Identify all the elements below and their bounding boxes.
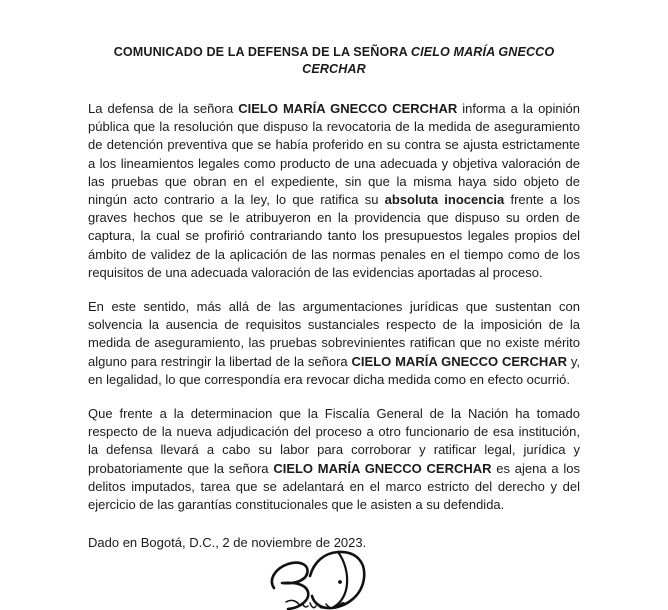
- document-body: [88, 0, 580, 552]
- paragraph-3-run-0: Que frente a la determinacion que la Fiscalía General de la Nación ha tomado respecto de la nueva adjudicación del proceso a otro funcionario de esa institución, la defensa llevará a cabo su labor para corroborar y ratificar legal, jurídica y probatoriamente que la señora: [88, 406, 580, 476]
- paragraph-1-run-2: informa a la opinión pública que la resolución que dispuso la revocatoria de la medida de aseguramiento de detención preventiva que se había proferido en su contra se ajusta estrictamente a los lineamientos legales como producto de una adecuada y objetiva valoración de las pruebas que obran en el expediente, sin que la misma haya sido objeto de ningún acto contrario a la ley, lo que ratifica su: [88, 101, 580, 208]
- paragraph-1-run-3: absoluta inocencia: [384, 192, 505, 208]
- paragraph-2-run-1: CIELO MARÍA GNECCO CERCHAR: [351, 353, 567, 369]
- handwritten-signature: [252, 546, 422, 610]
- paragraph-1-run-1: CIELO MARÍA GNECCO CERCHAR: [238, 101, 458, 116]
- page-title: [88, 0, 580, 78]
- signature-block: [0, 542, 668, 610]
- paragraph-3-run-2: es ajena a los delitos imputados, tarea que se adelantará en el marco estricto del derecho y del ejercicio de las garantías constitucionales que le asisten a su defendida.: [88, 460, 580, 513]
- paragraph-1-run-4: frente a los graves hechos que se le atribuyeron en la providencia que dispuso su orden de captura, la cual se profirió contrariando tanto los presupuestos legales propios del ámbito de validez de la aplicación de las normas penales en el tiempo como de los requisitos de una adecuada valoración de las evidencias aportadas al proceso.: [88, 192, 580, 280]
- closing-date-line: Dado en Bogotá, D.C., 2 de noviembre de 2023.: [88, 535, 367, 551]
- paragraph-2-run-2: y, en legalidad, lo que correspondía era revocar dicha medida como en efecto ocurrió.: [88, 353, 580, 387]
- paragraph-1: [88, 78, 580, 282]
- paragraph-2: [88, 282, 580, 389]
- paragraph-2-run-0: En este sentido, más allá de las argumentaciones jurídicas que sustentan con solvencia la ausencia de requisitos sustanciales respecto de la imposición de la medida de aseguramiento, las pruebas sobrevinientes ratifican que no existe mérito alguno para restringir la libertad de la señora: [88, 299, 580, 369]
- page-title-emphasis: CIELO MARÍA GNECCO CERCHAR: [302, 45, 555, 76]
- paragraph-3: [88, 389, 580, 514]
- paragraph-3-run-1: CIELO MARÍA GNECCO CERCHAR: [273, 460, 492, 476]
- paragraph-1-run-0: La defensa de la señora: [88, 101, 239, 116]
- page-title-lead: COMUNICADO DE LA DEFENSA DE LA SEÑORA: [113, 45, 411, 59]
